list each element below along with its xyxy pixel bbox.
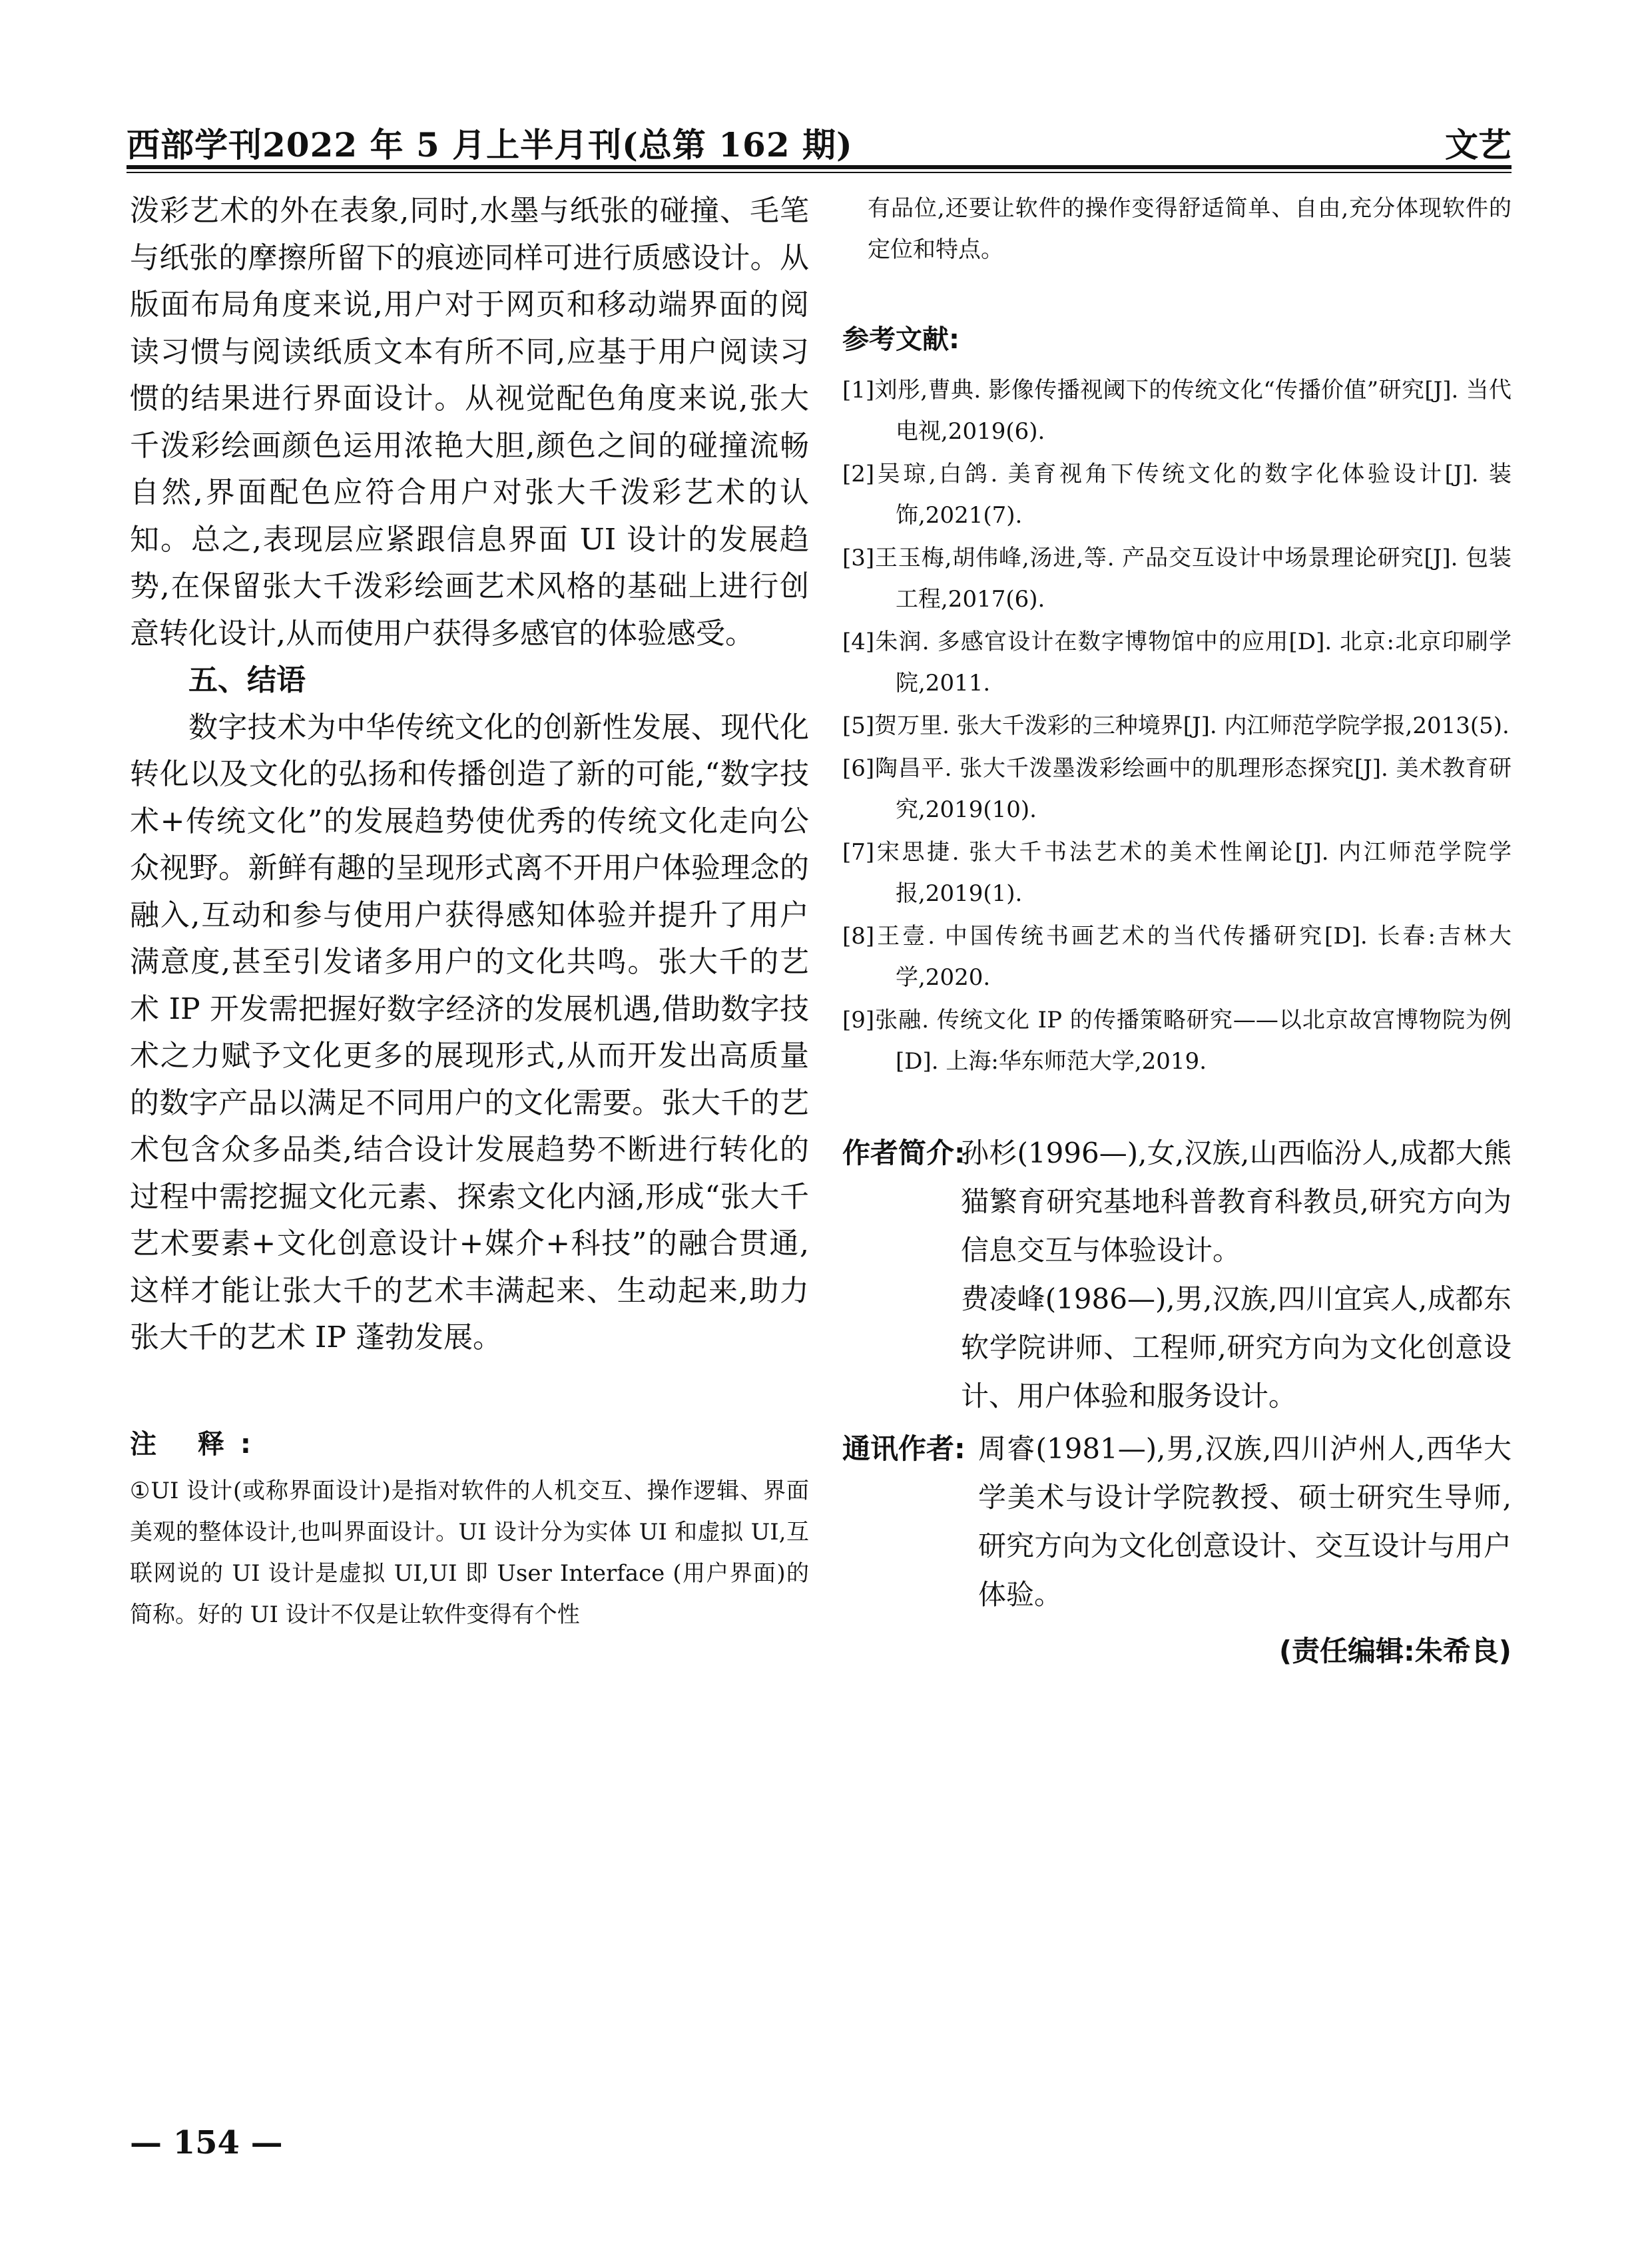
corresponding-author-text: 周睿(1981—),男,汉族,四川泸州人,西华大学美术与设计学院教授、硕士研究生导师,研究方向为文化创意设计、交互设计与用户体验。	[978, 1432, 1512, 1611]
reference-item: [6]陶昌平. 张大千泼墨泼彩绘画中的肌理形态探究[J]. 美术教育研究,2019(10).	[842, 755, 1512, 823]
reference-item: [1]刘彤,曹典. 影像传播视阈下的传统文化“传播价值”研究[J]. 当代电视,2019(6).	[842, 377, 1512, 445]
right-column	[842, 188, 1512, 1669]
corresponding-label: 通讯作者:	[842, 1432, 965, 1465]
reference-item: [8]王壹. 中国传统书画艺术的当代传播研究[D]. 长春:吉林大学,2020.	[842, 923, 1512, 991]
note-item: ①UI 设计(或称界面设计)是指对软件的人机交互、操作逻辑、界面美观的整体设计,也叫界面设计。UI 设计分为实体 UI 和虚拟 UI,互联网说的 UI 设计是虚拟 UI,UI 即 User Interface (用户界面)的简称。好的 UI 设计不仅是让软件变得有个性	[130, 1477, 809, 1628]
author-bio	[842, 1129, 1512, 1420]
left-column	[130, 188, 809, 1635]
reference-item: [3]王玉梅,胡伟峰,汤进,等. 产品交互设计中场景理论研究[J]. 包装工程,2017(6).	[842, 545, 1512, 613]
reference-item: [9]张融. 传统文化 IP 的传播策略研究——以北京故宫博物院为例[D]. 上海:华东师范大学,2019.	[842, 1007, 1512, 1075]
reference-item: [7]宋思捷. 张大千书法艺术的美术性阐论[J]. 内江师范学院学报,2019(1).	[842, 839, 1512, 907]
section-name: 文艺	[1445, 126, 1512, 164]
header-rule-thick	[127, 165, 1512, 169]
references-list	[842, 370, 1512, 1082]
reference-item: [4]朱润. 多感官设计在数字博物馆中的应用[D]. 北京:北京印刷学院,2011.	[842, 629, 1512, 697]
header-rule-thin	[127, 172, 1512, 173]
responsible-editor: (责任编辑:朱希良)	[1278, 1635, 1512, 1667]
running-header	[127, 115, 1512, 164]
journal-title: 西部学刊2022 年 5 月上半月刊(总第 162 期)	[127, 125, 853, 164]
notes-heading: 注 释:	[130, 1428, 267, 1460]
author-info	[842, 1129, 1512, 1619]
body-paragraph: 数字技术为中华传统文化的创新性发展、现代化转化以及文化的弘扬和传播创造了新的可能,“数字技术+传统文化”的发展趋势使优秀的传统文化走向公众视野。新鲜有趣的呈现形式离不开用户体验理念的融入,互动和参与使用户获得感知体验并提升了用户满意度,甚至引发诸多用户的文化共鸣。张大千的艺术 IP 开发需把握好数字经济的发展机遇,借助数字技术之力赋予文化更多的展现形式,从而开发出高质量的数字产品以满足不同用户的文化需要。张大千的艺术包含众多品类,结合设计发展趋势不断进行转化的过程中需挖掘文化元素、探索文化内涵,形成“张大千艺术要素+文化创意设计+媒介+科技”的融合贯通,这样才能让张大千的艺术丰满起来、生动起来,助力张大千的艺术 IP 蓬勃发展。	[130, 710, 809, 1354]
body-paragraph: 泼彩艺术的外在表象,同时,水墨与纸张的碰撞、毛笔与纸张的摩擦所留下的痕迹同样可进行质感设计。从版面布局角度来说,用户对于网页和移动端界面的阅读习惯与阅读纸质文本有所不同,应基于用户阅读习惯的结果进行界面设计。从视觉配色角度来说,张大千泼彩绘画颜色运用浓艳大胆,颜色之间的碰撞流畅自然,界面配色应符合用户对张大千泼彩艺术的认知。总之,表现层应紧跟信息界面 UI 设计的发展趋势,在保留张大千泼彩绘画艺术风格的基础上进行创意转化设计,从而使用户获得多感官的体验感受。	[130, 194, 809, 651]
author-label: 作者简介:	[842, 1137, 965, 1169]
references-heading: 参考文献:	[842, 324, 960, 355]
author-bio-text: 孙杉(1996—),女,汉族,山西临汾人,成都大熊猫繁育研究基地科普教育科教员,研究方向为信息交互与体验设计。	[961, 1137, 1512, 1266]
reference-item: [5]贺万里. 张大千泼彩的三种境界[J]. 内江师范学院学报,2013(5).	[842, 712, 1510, 739]
section-heading: 五、结语	[188, 663, 306, 697]
page-number: — 154 —	[130, 2124, 283, 2161]
corresponding-author	[842, 1424, 1512, 1619]
note-continuation: 有品位,还要让软件的操作变得舒适简单、自由,充分体现软件的定位和特点。	[868, 195, 1512, 263]
author-bio-text: 费凌峰(1986—),男,汉族,四川宜宾人,成都东软学院讲师、工程师,研究方向为文化创意设计、用户体验和服务设计。	[961, 1282, 1512, 1412]
reference-item: [2]吴琼,白鸽. 美育视角下传统文化的数字化体验设计[J]. 装饰,2021(7).	[842, 461, 1512, 529]
